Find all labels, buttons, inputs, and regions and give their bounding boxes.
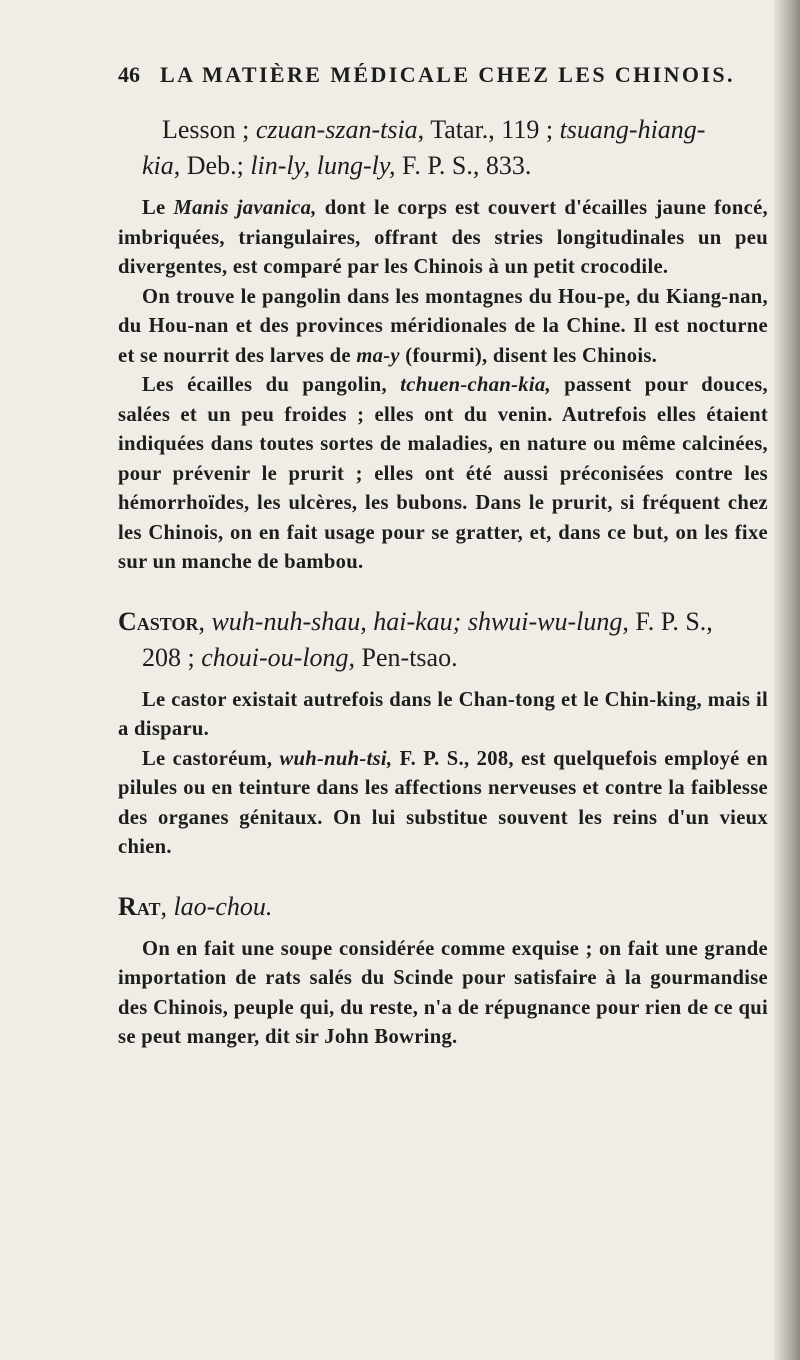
text-run: Le castoréum, <box>142 747 280 770</box>
text-run: ma-y <box>356 344 400 367</box>
text-run: Les écailles du pangolin, <box>142 374 401 396</box>
text-run: lin-ly, lung-ly, <box>250 151 396 180</box>
pangolin-paragraph-1 <box>118 194 768 283</box>
text-run: Pen-tsao. <box>355 642 458 672</box>
text-run: kia <box>142 151 174 180</box>
section-castor <box>118 604 768 863</box>
running-title: LA MATIÈRE MÉDICALE CHEZ LES CHINOIS. <box>160 62 735 87</box>
text-run: lao-chou. <box>173 891 273 921</box>
text-run: tchuen-chan-kia, <box>400 374 551 396</box>
text-run: Manis javanica, <box>173 197 317 219</box>
castor-heading-line-1 <box>118 604 768 640</box>
running-header <box>118 62 768 102</box>
text-run: F. P. S., 833. <box>395 151 532 180</box>
pangolin-refs-line-2 <box>118 148 768 184</box>
book-page <box>118 62 768 1053</box>
text-run: dont le corps est couvert d'écailles jaune foncé, imbriquées, triangulaires, offrant des stries longitudinales un peu divergentes, est comparé par les Chinois à un petit crocodile. <box>118 197 768 278</box>
section-pangolin <box>118 112 768 578</box>
section-rat <box>118 889 768 1053</box>
text-run: wuh-nuh-shau, hai-kau; shwui-wu-lung, <box>211 606 629 636</box>
text-run: choui-ou-long, <box>201 642 356 672</box>
page-edge-shadow <box>774 0 800 1360</box>
text-run: F. P. S., 208, est quelquefois employé en pilules ou en teinture dans les affections nerveuses et contre la faiblesse des organes génitaux. On lui substitue souvent les reins d'un vieux chien. <box>118 747 768 858</box>
castor-heading-line-2 <box>118 640 768 676</box>
pangolin-paragraph-3 <box>118 371 768 578</box>
text-run: , Deb.; <box>173 151 251 180</box>
text-run: , Tatar., 119 ; <box>417 115 560 144</box>
rat-heading <box>118 889 768 925</box>
page-number: 46 <box>118 62 140 87</box>
rat-paragraph-1 <box>118 935 768 1053</box>
text-run: Castor <box>118 606 199 636</box>
text-run: passent pour douces, salées et un peu froides ; elles ont du venin. Autrefois elles étaient indiquées dans toutes sortes de maladies, en nature ou même calcinées, pour prévenir le prurit ; elles ont été aussi préconisées contre les hémorrhoïdes, les ulcères, les bubons. Dans le prurit, si fréquent chez les Chinois, on en fait usage pour se gratter, et, dans ce but, on les fixe sur un manche de bambou. <box>118 374 768 573</box>
text-run: On trouve le pangolin dans les montagnes du Hou-pe, du Kiang-nan, du Hou-nan et des provinces méridionales de la Chine. Il est nocturne et se nourrit des larves de <box>118 285 768 367</box>
text-run: Lesson ; <box>162 115 256 144</box>
text-run: 208 ; <box>142 642 202 672</box>
text-run: , <box>198 606 212 636</box>
text-run: wuh-nuh-tsi, <box>279 747 393 770</box>
text-run: Le castor existait autrefois dans le Chan-tong et le Chin-king, mais il a disparu. <box>118 688 768 740</box>
text-run: On en fait une soupe considérée comme exquise ; on fait une grande importation de rats salés du Scinde pour satisfaire à la gourmandise des Chinois, peuple qui, du reste, n'a de répugnance pour rien de ce qui se peut manger, dit sir John Bowring. <box>118 937 768 1048</box>
text-run: , <box>160 891 174 921</box>
text-run: (fourmi), disent les Chinois. <box>399 344 658 367</box>
castor-paragraph-1 <box>118 686 768 745</box>
text-run: F. P. S., <box>628 606 713 636</box>
pangolin-refs-line-1 <box>118 112 768 148</box>
text-run: Rat <box>118 891 161 921</box>
text-run: czuan-szan-tsia <box>255 115 418 144</box>
castor-paragraph-2 <box>118 745 768 863</box>
text-run: tsuang-hiang- <box>559 115 706 144</box>
text-run: Le <box>142 197 174 219</box>
pangolin-paragraph-2 <box>118 283 768 372</box>
